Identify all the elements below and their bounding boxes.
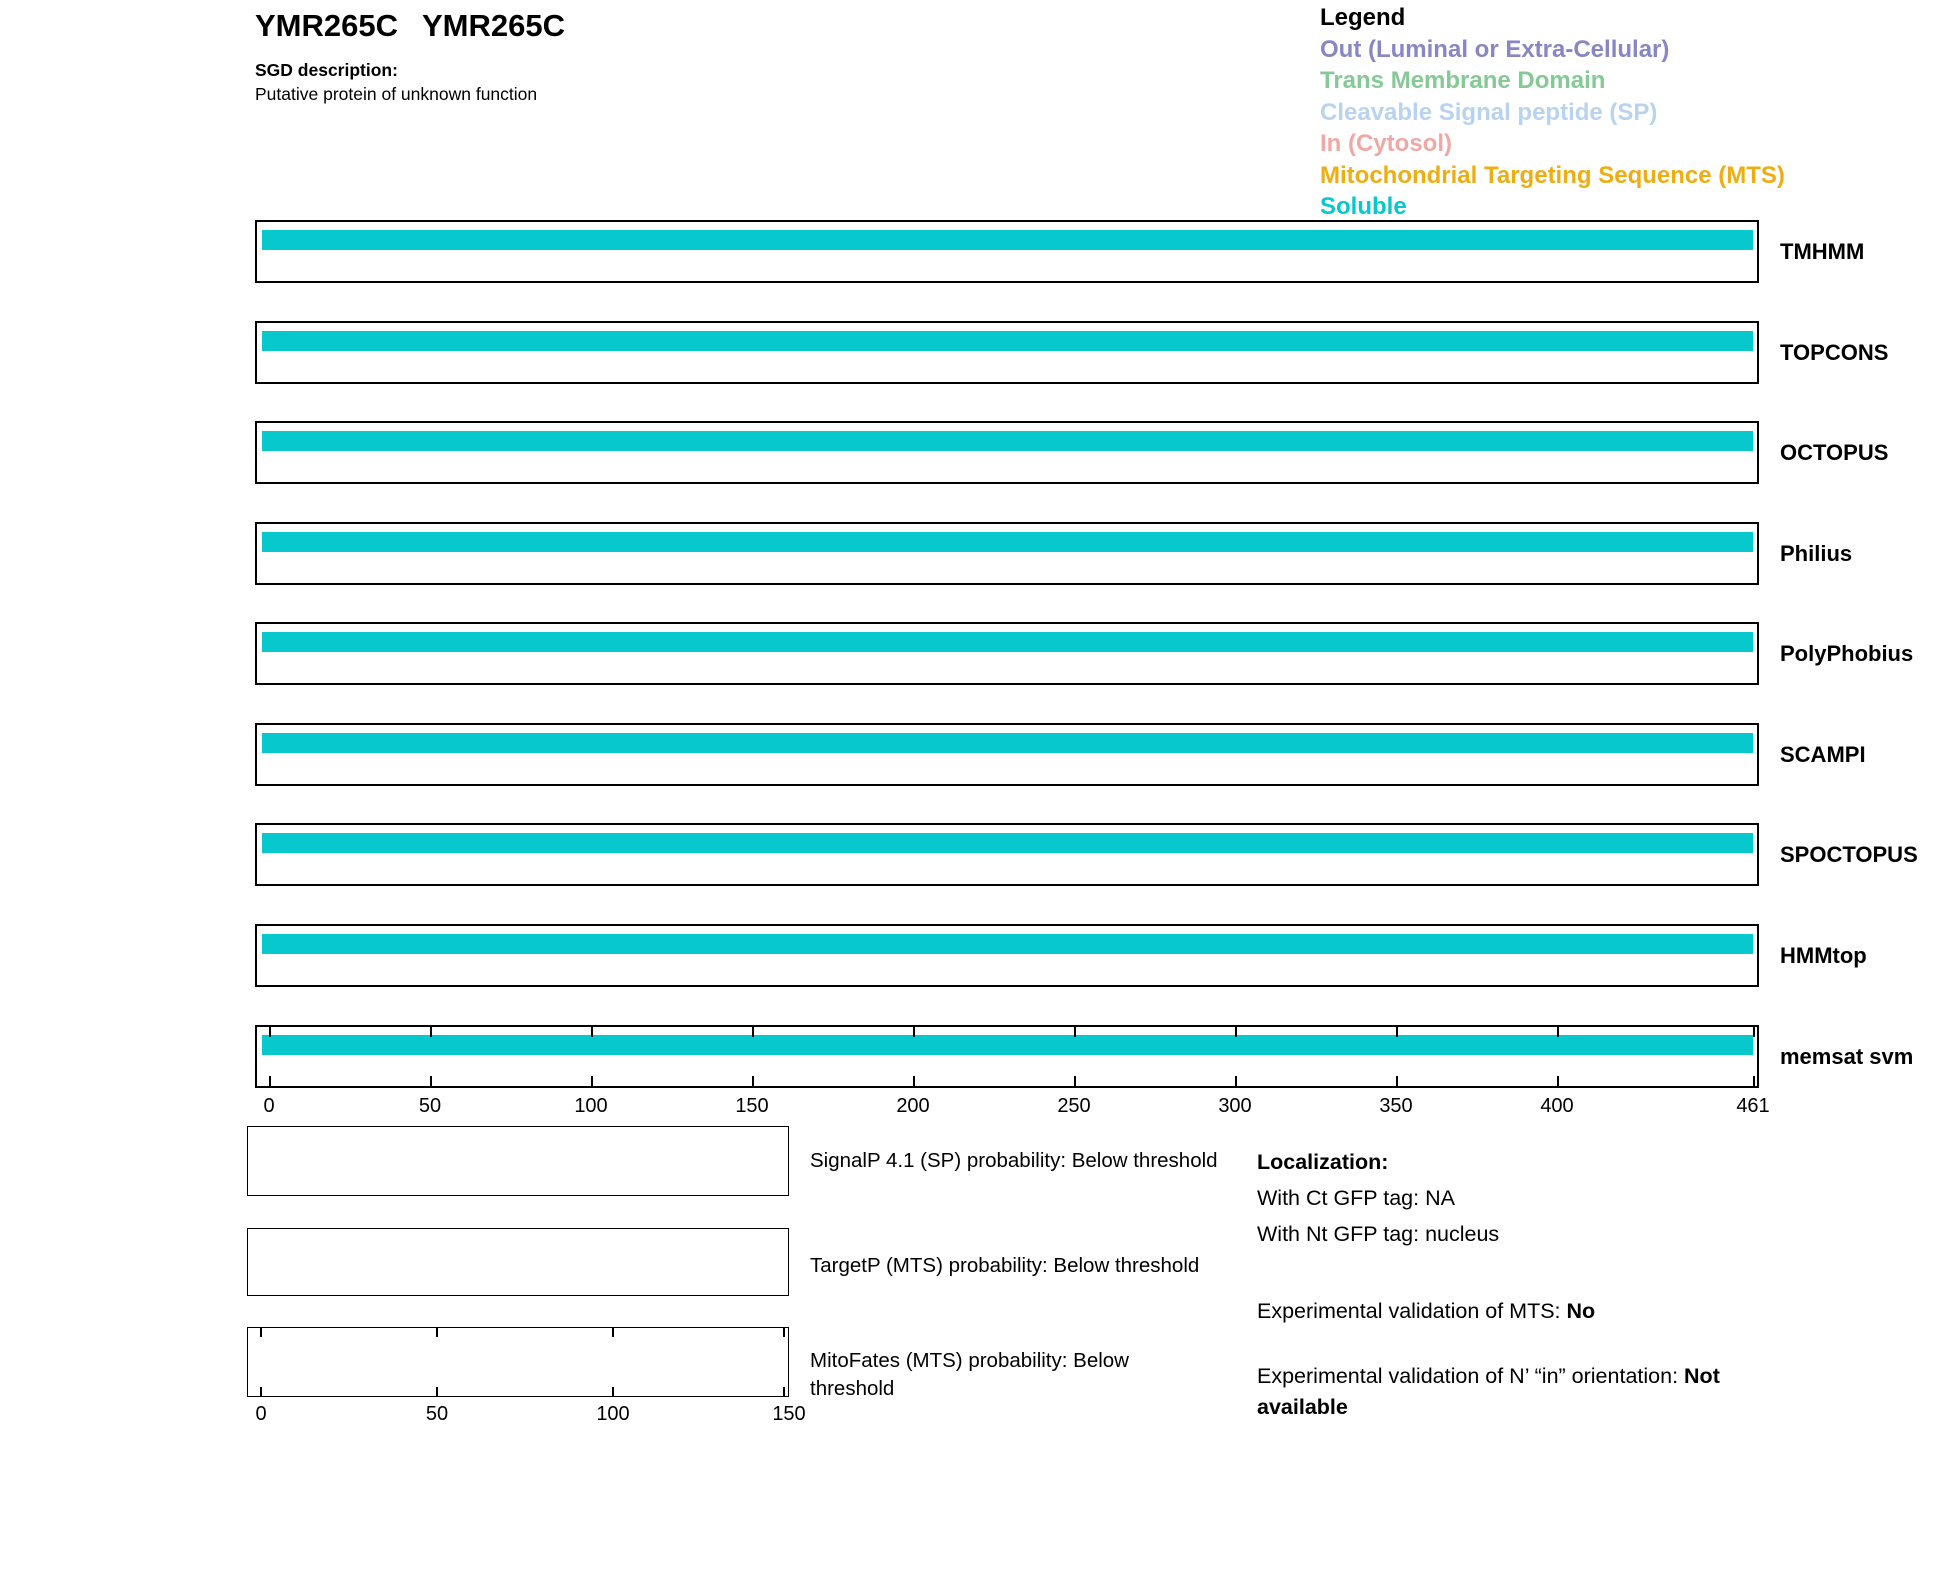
track-frame-scampi bbox=[255, 723, 1759, 786]
track-label-hmmtop: HMMtop bbox=[1780, 942, 1867, 968]
axis-tick bbox=[1396, 1027, 1398, 1037]
track-frame-spoctopus bbox=[255, 823, 1759, 886]
axis-tick bbox=[1396, 1076, 1398, 1086]
track-frame-octopus bbox=[255, 421, 1759, 484]
localization-nt-line: With Nt GFP tag: nucleus bbox=[1257, 1222, 1500, 1246]
track-label-spoctopus: SPOCTOPUS bbox=[1780, 841, 1918, 867]
axis-tick bbox=[1235, 1027, 1237, 1037]
axis-tick bbox=[269, 1027, 271, 1037]
axis-tick bbox=[783, 1328, 785, 1337]
track-frame-polyphobius bbox=[255, 622, 1759, 685]
legend-item-mts: Mitochondrial Targeting Sequence (MTS) bbox=[1320, 161, 1785, 189]
legend bbox=[1320, 2, 1785, 223]
track-frame-philius bbox=[255, 522, 1759, 585]
axis-tick bbox=[913, 1027, 915, 1037]
track-label-topcons: TOPCONS bbox=[1780, 339, 1889, 365]
track-label-scampi: SCAMPI bbox=[1780, 741, 1866, 767]
mts-validation-value: No bbox=[1566, 1299, 1596, 1323]
axis-tick bbox=[612, 1328, 614, 1337]
mitofates-axis-label: 0 bbox=[255, 1403, 267, 1425]
mitofates-axis-label: 100 bbox=[596, 1403, 630, 1425]
localization-title: Localization: bbox=[1257, 1150, 1389, 1174]
axis-tick bbox=[436, 1387, 438, 1396]
targetp-panel-label: TargetP (MTS) probability: Below threshold bbox=[810, 1254, 1200, 1277]
axis-tick bbox=[269, 1076, 271, 1086]
mts-validation-text: Experimental validation of MTS: bbox=[1257, 1299, 1567, 1323]
sgd-description-label: SGD description: bbox=[255, 60, 398, 80]
sequence-axis-label: 400 bbox=[1540, 1095, 1574, 1117]
axis-tick bbox=[260, 1387, 262, 1396]
axis-tick bbox=[1074, 1027, 1076, 1037]
sequence-axis-label: 350 bbox=[1379, 1095, 1413, 1117]
track-frame-hmmtop bbox=[255, 924, 1759, 987]
nin-validation-line bbox=[1257, 1361, 1812, 1422]
page-title bbox=[255, 8, 565, 44]
legend-item-tmd: Trans Membrane Domain bbox=[1320, 67, 1606, 94]
axis-tick bbox=[1753, 1076, 1755, 1086]
sequence-axis-label: 50 bbox=[418, 1095, 442, 1117]
mts-validation-line bbox=[1257, 1296, 1595, 1327]
soluble-bar bbox=[262, 632, 1753, 652]
soluble-bar bbox=[262, 532, 1753, 552]
soluble-bar bbox=[262, 1035, 1753, 1055]
axis-tick bbox=[591, 1076, 593, 1086]
axis-tick bbox=[430, 1027, 432, 1037]
mitofates-axis-label: 150 bbox=[772, 1403, 806, 1425]
sequence-axis-label: 250 bbox=[1057, 1095, 1091, 1117]
legend-title: Legend bbox=[1320, 4, 1406, 31]
gene-id: YMR265C bbox=[255, 8, 398, 43]
soluble-bar bbox=[262, 431, 1753, 451]
signalp-panel-box bbox=[247, 1126, 789, 1196]
soluble-bar bbox=[262, 331, 1753, 351]
gene-name: YMR265C bbox=[422, 8, 565, 43]
axis-tick bbox=[436, 1328, 438, 1337]
axis-tick bbox=[1557, 1076, 1559, 1086]
nin-validation-value: Not available bbox=[1257, 1364, 1720, 1419]
legend-item-sp: Cleavable Signal peptide (SP) bbox=[1320, 98, 1658, 126]
axis-tick bbox=[783, 1387, 785, 1396]
legend-item-soluble: Soluble bbox=[1320, 193, 1407, 220]
track-label-philius: Philius bbox=[1780, 540, 1853, 566]
axis-tick bbox=[1557, 1027, 1559, 1037]
mitofates-axis-label: 50 bbox=[425, 1403, 449, 1425]
axis-tick bbox=[260, 1328, 262, 1337]
soluble-bar bbox=[262, 230, 1753, 250]
axis-tick bbox=[752, 1076, 754, 1086]
track-label-polyphobius: PolyPhobius bbox=[1780, 640, 1914, 666]
axis-tick bbox=[913, 1076, 915, 1086]
sequence-axis-label: 100 bbox=[574, 1095, 608, 1117]
axis-tick bbox=[430, 1076, 432, 1086]
track-frame-tmhmm bbox=[255, 220, 1759, 283]
soluble-bar bbox=[262, 934, 1753, 954]
axis-tick bbox=[612, 1387, 614, 1396]
axis-tick bbox=[1753, 1027, 1755, 1037]
sequence-axis-label: 0 bbox=[263, 1095, 275, 1117]
sequence-axis-label: 150 bbox=[735, 1095, 769, 1117]
sequence-axis-label: 200 bbox=[896, 1095, 930, 1117]
axis-tick bbox=[1235, 1076, 1237, 1086]
targetp-panel-box bbox=[247, 1228, 789, 1296]
signalp-panel-label: SignalP 4.1 (SP) probability: Below threshold bbox=[810, 1149, 1218, 1172]
legend-item-in: In (Cytosol) bbox=[1320, 130, 1452, 157]
localization-ct-line: With Ct GFP tag: NA bbox=[1257, 1186, 1455, 1210]
sequence-axis-label: 461 bbox=[1736, 1095, 1770, 1117]
legend-item-out: Out (Luminal or Extra-Cellular) bbox=[1320, 35, 1670, 63]
mitofates-panel-box bbox=[247, 1327, 789, 1397]
mitofates-panel-label: MitoFates (MTS) probability: Below threshold bbox=[810, 1349, 1129, 1400]
soluble-bar bbox=[262, 833, 1753, 853]
soluble-bar bbox=[262, 733, 1753, 753]
sgd-description-text: Putative protein of unknown function bbox=[255, 84, 538, 104]
track-label-octopus: OCTOPUS bbox=[1780, 439, 1889, 465]
sequence-axis-label: 300 bbox=[1218, 1095, 1252, 1117]
localization-block bbox=[1257, 1144, 1499, 1252]
track-label-memsat: memsat svm bbox=[1780, 1043, 1914, 1069]
axis-tick bbox=[591, 1027, 593, 1037]
track-frame-topcons bbox=[255, 321, 1759, 384]
axis-tick bbox=[752, 1027, 754, 1037]
axis-tick bbox=[1074, 1076, 1076, 1086]
track-label-tmhmm: TMHMM bbox=[1780, 238, 1865, 264]
nin-validation-text: Experimental validation of N’ “in” orientation: bbox=[1257, 1364, 1685, 1388]
track-frame-memsat bbox=[255, 1025, 1759, 1088]
